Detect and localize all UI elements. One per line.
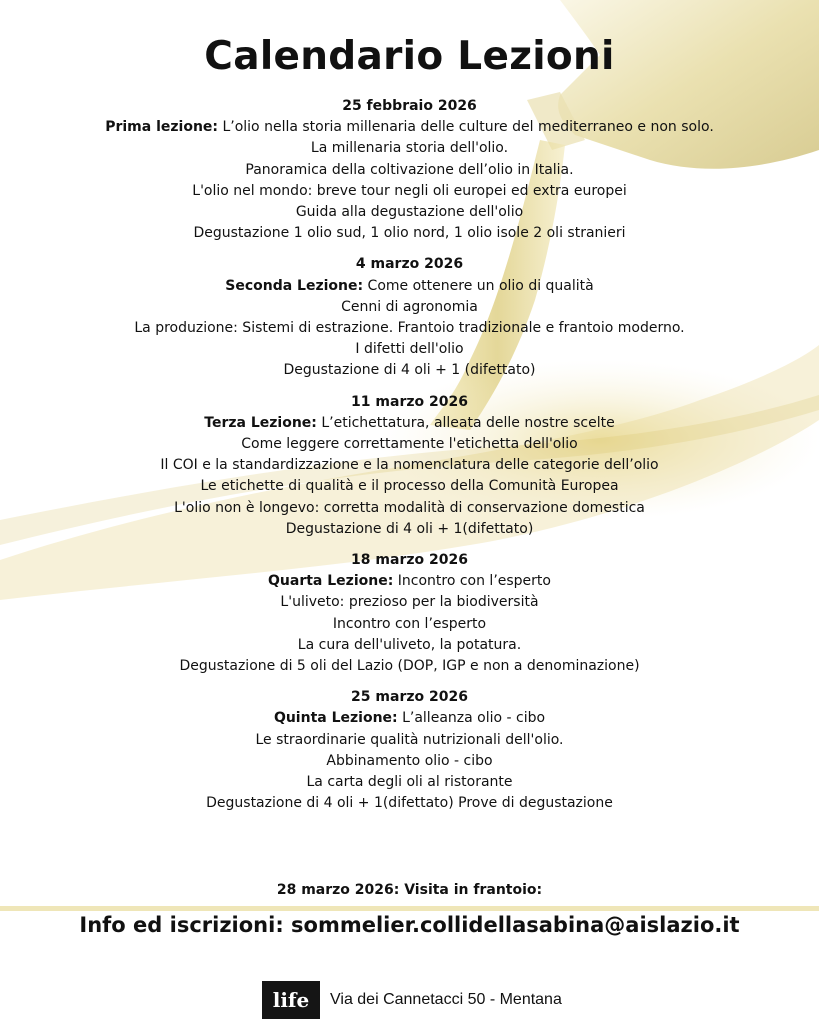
footer — [262, 980, 562, 1020]
lesson-topic: L’alleanza olio - cibo — [397, 710, 546, 727]
page-title: Calendario Lezioni — [204, 34, 615, 79]
lesson-heading — [0, 413, 819, 434]
lesson-line: Cenni di agronomia — [341, 298, 478, 315]
lesson-heading — [0, 571, 819, 592]
lesson-line: L'uliveto: prezioso per la biodiversità — [280, 594, 539, 611]
lesson-line: La produzione: Sistemi di estrazione. Frantoio tradizionale e frantoio moderno. — [134, 320, 685, 337]
lesson-line: Panoramica della coltivazione dell’olio in Italia. — [245, 161, 574, 178]
lesson-date: 25 marzo 2026 — [351, 689, 468, 706]
lesson-date: 18 marzo 2026 — [351, 552, 468, 569]
lesson-line: Degustazione di 4 oli + 1(difettato) — [285, 520, 534, 537]
lesson-line: La carta degli oli al ristorante — [306, 774, 513, 791]
lesson-list — [0, 96, 819, 825]
lesson-line: Guida alla degustazione dell'olio — [295, 204, 524, 221]
lesson-block — [0, 550, 819, 677]
lesson-line: L'olio non è longevo: corretta modalità di conservazione domestica — [174, 499, 645, 516]
lesson-line: I difetti dell'olio — [355, 341, 464, 358]
lesson-heading — [0, 117, 819, 138]
lesson-line: Le etichette di qualità e il processo della Comunità Europea — [200, 478, 619, 495]
lesson-name: Seconda Lezione: — [225, 277, 364, 294]
lesson-topic: L’etichettatura, alleata delle nostre scelte — [316, 414, 615, 431]
lesson-line: Degustazione di 4 oli + 1(difettato) Prove di degustazione — [206, 795, 613, 812]
lesson-topic: Come ottenere un olio di qualità — [363, 277, 594, 294]
lesson-block — [0, 687, 819, 814]
lesson-heading — [0, 708, 819, 729]
lesson-line: Degustazione di 4 oli + 1 (difettato) — [283, 362, 536, 379]
lesson-date: 25 febbraio 2026 — [342, 98, 477, 114]
address: Via dei Cannetacci 50 - Mentana — [330, 991, 562, 1008]
lesson-topic: L’olio nella storia millenaria delle culture del mediterraneo e non solo. — [218, 119, 714, 136]
lesson-name: Quarta Lezione: — [268, 573, 394, 590]
lesson-line: La millenaria storia dell'olio. — [310, 140, 509, 157]
lesson-topic: Incontro con l’esperto — [393, 573, 551, 590]
lesson-line: Degustazione di 5 oli del Lazio (DOP, IGP e non a denominazione) — [179, 658, 640, 675]
lesson-block — [0, 254, 819, 381]
life-logo: life — [262, 981, 320, 1019]
lesson-block — [0, 392, 819, 540]
info-contact: Info ed iscrizioni: sommelier.collidellasabina@aislazio.it — [79, 913, 740, 937]
lesson-line: Degustazione 1 olio sud, 1 olio nord, 1 olio isole 2 oli stranieri — [193, 225, 626, 242]
frantoio-visit: 28 marzo 2026: Visita in frantoio: — [276, 882, 543, 898]
lesson-line: Il COI e la standardizzazione e la nomenclatura delle categorie dell’olio — [160, 457, 659, 474]
lesson-block — [0, 96, 819, 244]
lesson-line: Abbinamento olio - cibo — [326, 752, 493, 769]
lesson-heading — [0, 276, 819, 297]
lesson-date: 11 marzo 2026 — [351, 393, 468, 410]
lesson-line: La cura dell'uliveto, la potatura. — [297, 636, 522, 653]
lesson-name: Quinta Lezione: — [273, 710, 398, 727]
lesson-line: Le straordinarie qualità nutrizionali dell'olio. — [255, 731, 564, 748]
lesson-line: L'olio nel mondo: breve tour negli oli europei ed extra europei — [192, 182, 627, 199]
lesson-name: Terza Lezione: — [204, 414, 317, 431]
lesson-name: Prima lezione: — [105, 119, 219, 136]
lesson-line: Incontro con l’esperto — [332, 615, 487, 632]
lesson-line: Come leggere correttamente l'etichetta dell'olio — [241, 436, 578, 453]
lesson-date: 4 marzo 2026 — [355, 256, 464, 273]
